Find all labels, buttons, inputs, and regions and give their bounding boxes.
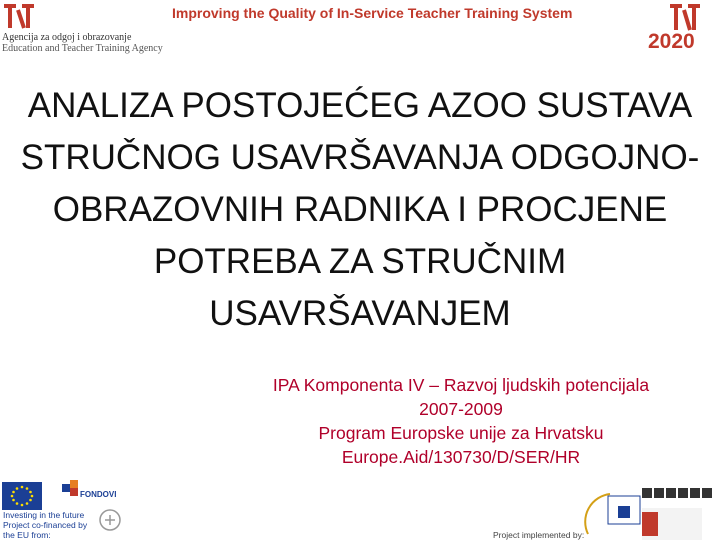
subtitle-line: Europe.Aid/130730/D/SER/HR xyxy=(341,447,581,467)
page-title xyxy=(0,80,720,340)
agency-name-en: Education and Teacher Training Agency xyxy=(2,43,163,54)
implemented-by-label: Project implemented by: xyxy=(493,530,585,540)
agency-logo-icon xyxy=(2,2,36,32)
title-line: ANALIZA POSTOJEĆEG AZOO SUSTAVA xyxy=(27,86,693,125)
implementer-logos-icon xyxy=(580,484,720,540)
fondovi-label: FONDOVI xyxy=(80,490,117,499)
title-line: USAVRŠAVANJEM xyxy=(209,294,511,333)
subtitle-line: IPA Komponenta IV – Razvoj ljudskih potencijala xyxy=(272,375,650,395)
cofinanced-source-text: the EU from: xyxy=(3,530,51,540)
subtitle-line: 2007-2009 xyxy=(419,399,503,419)
year-label: 2020 xyxy=(648,30,695,53)
title-line: POTREBA ZA STRUČNIM xyxy=(153,242,567,281)
eu-flag-icon xyxy=(2,482,42,510)
title-line: OBRAZOVNIH RADNIKA I PROCJENE xyxy=(52,190,668,229)
cofinanced-text: Project co-financed by xyxy=(3,520,88,530)
investing-text: Investing in the future xyxy=(3,510,85,520)
subtitle-line: Program Europske unije za Hrvatsku xyxy=(318,423,604,443)
title-line: STRUČNOG USAVRŠAVANJA ODGOJNO- xyxy=(20,138,700,177)
program-subtitle xyxy=(230,373,692,469)
agency-name-hr: Agencija za odgoj i obrazovanje xyxy=(2,32,132,43)
emblem-icon xyxy=(95,505,125,539)
project-header-title: Improving the Quality of In-Service Teacher Training System xyxy=(172,5,573,21)
